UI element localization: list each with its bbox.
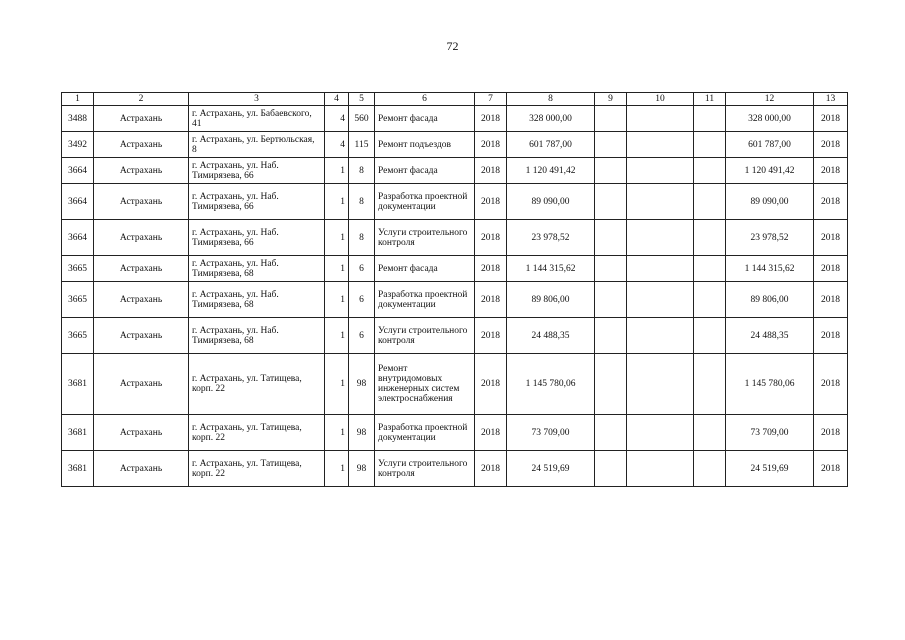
cell-cost-fund: 1 120 491,42 xyxy=(726,158,814,184)
cell-id: 3664 xyxy=(62,158,94,184)
cell-year-end: 2018 xyxy=(814,158,848,184)
cell-year-end: 2018 xyxy=(814,282,848,318)
works-table xyxy=(61,92,848,487)
table-row xyxy=(62,256,848,282)
cell-id: 3681 xyxy=(62,415,94,451)
cell-year: 2018 xyxy=(475,282,507,318)
cell-cost-fund: 73 709,00 xyxy=(726,415,814,451)
cell-cost-total: 601 787,00 xyxy=(507,132,595,158)
cell-cost-fund: 89 806,00 xyxy=(726,282,814,318)
cell-work-type: Ремонт подъездов xyxy=(375,132,475,158)
table-row xyxy=(62,158,848,184)
cell-year-end: 2018 xyxy=(814,132,848,158)
cell-address: г. Астрахань, ул. Бабаевского, 41 xyxy=(189,106,325,132)
column-header: 1 xyxy=(62,93,94,106)
cell-year-end: 2018 xyxy=(814,220,848,256)
cell-id: 3665 xyxy=(62,282,94,318)
cell-year: 2018 xyxy=(475,415,507,451)
cell-cost-total: 73 709,00 xyxy=(507,415,595,451)
cell-work-type: Ремонт фасада xyxy=(375,106,475,132)
cell-cost-total: 328 000,00 xyxy=(507,106,595,132)
cell-col5: 98 xyxy=(349,451,375,487)
cell-year: 2018 xyxy=(475,451,507,487)
column-header: 9 xyxy=(595,93,627,106)
cell-col11 xyxy=(694,451,726,487)
cell-col10 xyxy=(627,256,694,282)
cell-col9 xyxy=(595,256,627,282)
cell-work-type: Ремонт фасада xyxy=(375,158,475,184)
page-number: 72 xyxy=(446,39,459,53)
cell-col10 xyxy=(627,106,694,132)
cell-id: 3665 xyxy=(62,318,94,354)
table-row xyxy=(62,184,848,220)
cell-cost-total: 1 145 780,06 xyxy=(507,354,595,415)
cell-cost-total: 24 519,69 xyxy=(507,451,595,487)
cell-cost-fund: 89 090,00 xyxy=(726,184,814,220)
cell-col11 xyxy=(694,106,726,132)
column-header: 5 xyxy=(349,93,375,106)
table-row xyxy=(62,220,848,256)
cell-municipality: Астрахань xyxy=(94,415,189,451)
cell-address: г. Астрахань, ул. Татищева, корп. 22 xyxy=(189,415,325,451)
cell-municipality: Астрахань xyxy=(94,158,189,184)
column-header: 12 xyxy=(726,93,814,106)
table-row xyxy=(62,318,848,354)
cell-year: 2018 xyxy=(475,158,507,184)
cell-cost-fund: 23 978,52 xyxy=(726,220,814,256)
cell-address: г. Астрахань, ул. Татищева, корп. 22 xyxy=(189,354,325,415)
cell-work-type: Разработка проектной документации xyxy=(375,184,475,220)
cell-col9 xyxy=(595,415,627,451)
cell-col4: 1 xyxy=(325,256,349,282)
cell-cost-fund: 24 488,35 xyxy=(726,318,814,354)
cell-col10 xyxy=(627,318,694,354)
cell-work-type: Ремонт фасада xyxy=(375,256,475,282)
cell-address: г. Астрахань, ул. Наб. Тимирязева, 66 xyxy=(189,158,325,184)
cell-col9 xyxy=(595,354,627,415)
cell-col4: 4 xyxy=(325,106,349,132)
cell-work-type: Разработка проектной документации xyxy=(375,282,475,318)
cell-col4: 4 xyxy=(325,132,349,158)
cell-municipality: Астрахань xyxy=(94,282,189,318)
cell-address: г. Астрахань, ул. Наб. Тимирязева, 68 xyxy=(189,282,325,318)
cell-col4: 1 xyxy=(325,318,349,354)
cell-id: 3681 xyxy=(62,354,94,415)
cell-col4: 1 xyxy=(325,184,349,220)
column-header: 8 xyxy=(507,93,595,106)
table-row xyxy=(62,354,848,415)
cell-col5: 98 xyxy=(349,415,375,451)
cell-work-type: Ремонт внутридомовых инженерных систем электроснабжения xyxy=(375,354,475,415)
cell-col9 xyxy=(595,282,627,318)
cell-municipality: Астрахань xyxy=(94,354,189,415)
cell-col5: 560 xyxy=(349,106,375,132)
cell-address: г. Астрахань, ул. Наб. Тимирязева, 68 xyxy=(189,256,325,282)
cell-cost-fund: 1 144 315,62 xyxy=(726,256,814,282)
cell-col11 xyxy=(694,184,726,220)
cell-col9 xyxy=(595,318,627,354)
cell-year: 2018 xyxy=(475,184,507,220)
cell-address: г. Астрахань, ул. Наб. Тимирязева, 66 xyxy=(189,184,325,220)
table-body xyxy=(62,106,848,487)
cell-col10 xyxy=(627,158,694,184)
cell-col5: 6 xyxy=(349,318,375,354)
cell-cost-fund: 1 145 780,06 xyxy=(726,354,814,415)
cell-id: 3664 xyxy=(62,220,94,256)
column-header: 7 xyxy=(475,93,507,106)
column-header: 6 xyxy=(375,93,475,106)
cell-col10 xyxy=(627,354,694,415)
cell-col11 xyxy=(694,354,726,415)
cell-year-end: 2018 xyxy=(814,184,848,220)
cell-year-end: 2018 xyxy=(814,318,848,354)
cell-col9 xyxy=(595,184,627,220)
cell-col4: 1 xyxy=(325,158,349,184)
cell-col11 xyxy=(694,415,726,451)
cell-municipality: Астрахань xyxy=(94,318,189,354)
cell-id: 3664 xyxy=(62,184,94,220)
cell-col4: 1 xyxy=(325,415,349,451)
cell-work-type: Разработка проектной документации xyxy=(375,415,475,451)
cell-cost-total: 23 978,52 xyxy=(507,220,595,256)
cell-address: г. Астрахань, ул. Татищева, корп. 22 xyxy=(189,451,325,487)
cell-col11 xyxy=(694,282,726,318)
cell-col5: 115 xyxy=(349,132,375,158)
cell-work-type: Услуги строительного контроля xyxy=(375,318,475,354)
cell-col9 xyxy=(595,132,627,158)
cell-col9 xyxy=(595,451,627,487)
table-row xyxy=(62,282,848,318)
cell-year-end: 2018 xyxy=(814,354,848,415)
cell-cost-fund: 24 519,69 xyxy=(726,451,814,487)
cell-col5: 8 xyxy=(349,184,375,220)
cell-year: 2018 xyxy=(475,354,507,415)
cell-col9 xyxy=(595,106,627,132)
table-row xyxy=(62,451,848,487)
cell-col9 xyxy=(595,220,627,256)
cell-cost-total: 1 144 315,62 xyxy=(507,256,595,282)
cell-municipality: Астрахань xyxy=(94,451,189,487)
cell-col4: 1 xyxy=(325,451,349,487)
cell-cost-fund: 601 787,00 xyxy=(726,132,814,158)
cell-col9 xyxy=(595,158,627,184)
cell-year: 2018 xyxy=(475,318,507,354)
cell-address: г. Астрахань, ул. Наб. Тимирязева, 68 xyxy=(189,318,325,354)
cell-id: 3492 xyxy=(62,132,94,158)
table-row xyxy=(62,415,848,451)
cell-col11 xyxy=(694,256,726,282)
cell-col10 xyxy=(627,132,694,158)
cell-cost-total: 89 806,00 xyxy=(507,282,595,318)
column-header: 3 xyxy=(189,93,325,106)
table-row xyxy=(62,132,848,158)
cell-col10 xyxy=(627,184,694,220)
cell-address: г. Астрахань, ул. Наб. Тимирязева, 66 xyxy=(189,220,325,256)
cell-col10 xyxy=(627,282,694,318)
cell-col11 xyxy=(694,220,726,256)
cell-cost-total: 24 488,35 xyxy=(507,318,595,354)
cell-year-end: 2018 xyxy=(814,451,848,487)
cell-col5: 6 xyxy=(349,256,375,282)
cell-municipality: Астрахань xyxy=(94,256,189,282)
cell-year: 2018 xyxy=(475,132,507,158)
cell-id: 3681 xyxy=(62,451,94,487)
cell-year: 2018 xyxy=(475,106,507,132)
cell-col4: 1 xyxy=(325,220,349,256)
cell-work-type: Услуги строительного контроля xyxy=(375,451,475,487)
column-header: 10 xyxy=(627,93,694,106)
cell-municipality: Астрахань xyxy=(94,132,189,158)
column-header: 13 xyxy=(814,93,848,106)
cell-cost-total: 89 090,00 xyxy=(507,184,595,220)
cell-cost-fund: 328 000,00 xyxy=(726,106,814,132)
cell-id: 3488 xyxy=(62,106,94,132)
cell-year: 2018 xyxy=(475,256,507,282)
cell-col11 xyxy=(694,158,726,184)
cell-col11 xyxy=(694,318,726,354)
cell-address: г. Астрахань, ул. Бертюльская, 8 xyxy=(189,132,325,158)
cell-col10 xyxy=(627,451,694,487)
cell-year-end: 2018 xyxy=(814,415,848,451)
cell-id: 3665 xyxy=(62,256,94,282)
column-header: 11 xyxy=(694,93,726,106)
cell-year-end: 2018 xyxy=(814,106,848,132)
cell-year: 2018 xyxy=(475,220,507,256)
table-header-row xyxy=(62,93,848,106)
column-header: 4 xyxy=(325,93,349,106)
cell-municipality: Астрахань xyxy=(94,106,189,132)
cell-col5: 8 xyxy=(349,220,375,256)
cell-col10 xyxy=(627,415,694,451)
cell-col4: 1 xyxy=(325,282,349,318)
cell-col11 xyxy=(694,132,726,158)
cell-cost-total: 1 120 491,42 xyxy=(507,158,595,184)
cell-col5: 6 xyxy=(349,282,375,318)
cell-year-end: 2018 xyxy=(814,256,848,282)
table-row xyxy=(62,106,848,132)
cell-col5: 8 xyxy=(349,158,375,184)
cell-municipality: Астрахань xyxy=(94,220,189,256)
cell-col4: 1 xyxy=(325,354,349,415)
cell-col5: 98 xyxy=(349,354,375,415)
cell-work-type: Услуги строительного контроля xyxy=(375,220,475,256)
cell-municipality: Астрахань xyxy=(94,184,189,220)
cell-col10 xyxy=(627,220,694,256)
column-header: 2 xyxy=(94,93,189,106)
